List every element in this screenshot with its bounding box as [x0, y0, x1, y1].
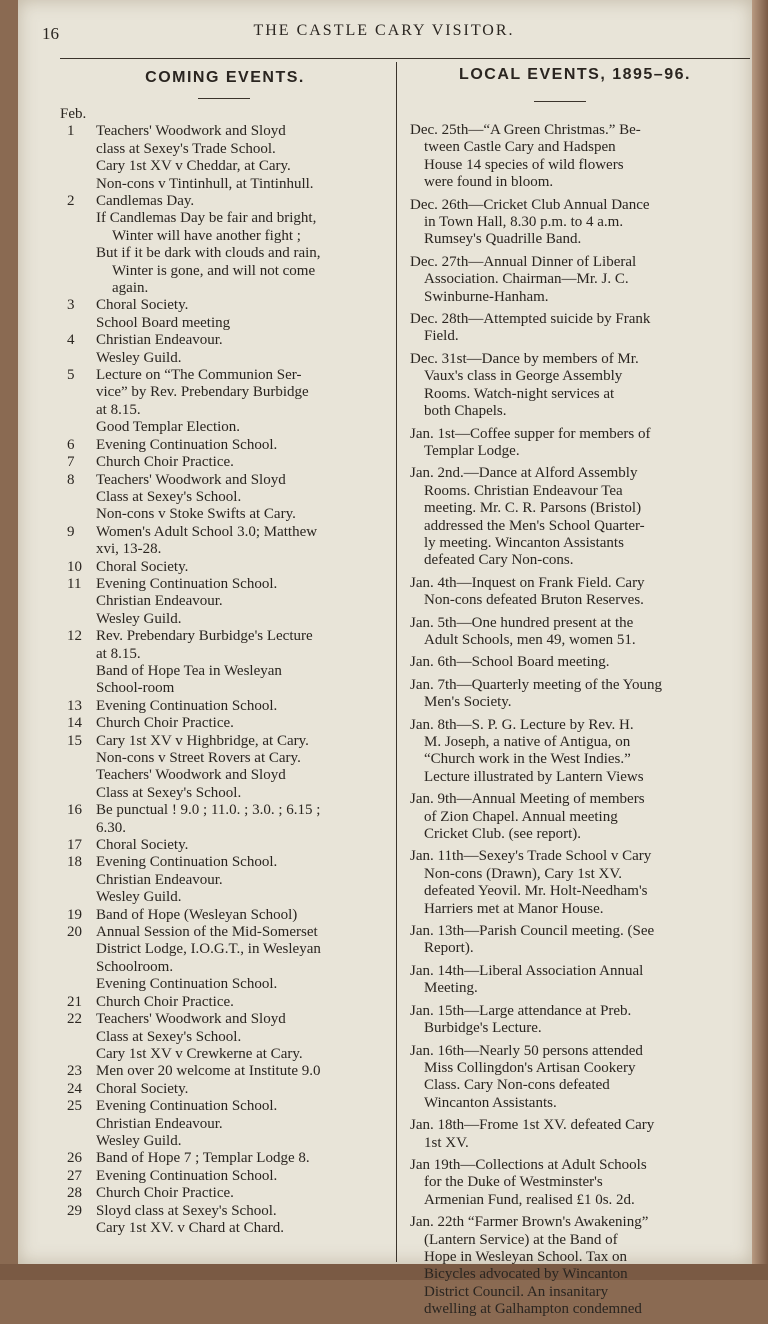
- event-line: Christian Endeavour.: [96, 871, 223, 888]
- day-number: 3: [67, 297, 75, 314]
- day-number: 23: [67, 1063, 82, 1080]
- day-events: [96, 994, 390, 1011]
- event-line: Non-cons v Tintinhull, at Tintinhull.: [96, 175, 314, 192]
- day-events: [96, 1168, 390, 1185]
- local-event-line: Dec. 26th—Cricket Club Annual Dance: [410, 196, 650, 213]
- local-event-line: Dec. 25th—“A Green Christmas.” Be-: [410, 122, 641, 138]
- page-number: 16: [42, 24, 59, 43]
- day-events: [96, 1098, 390, 1150]
- local-event-entry: [410, 848, 740, 918]
- local-event-line: (Lantern Service) at the Band of: [424, 1231, 618, 1248]
- event-line: Lecture on “The Communion Ser-: [96, 367, 302, 384]
- event-line: Sloyd class at Sexey's School.: [96, 1202, 277, 1219]
- event-line: Teachers' Woodwork and Sloyd: [96, 767, 286, 784]
- event-line: Rev. Prebendary Burbidge's Lecture: [96, 628, 313, 645]
- event-line: Class at Sexey's School.: [96, 488, 242, 505]
- day-events: [96, 123, 390, 193]
- day-entry: [60, 733, 390, 803]
- event-line: Evening Continuation School.: [96, 697, 278, 714]
- day-entry: [60, 715, 390, 732]
- day-entry: [60, 837, 390, 854]
- day-number: 24: [67, 1080, 82, 1097]
- local-event-line: Non-cons defeated Bruton Reserves.: [424, 592, 644, 609]
- day-entry: [60, 924, 390, 994]
- event-line: Choral Society.: [96, 558, 189, 575]
- event-line: Cary 1st XV v Crewkerne at Cary.: [96, 1045, 303, 1062]
- local-event-line: Rooms. Christian Endeavour Tea: [424, 482, 623, 499]
- event-line: Teachers' Woodwork and Sloyd: [96, 471, 286, 488]
- day-entry: [60, 524, 390, 559]
- event-line: Church Choir Practice.: [96, 715, 234, 732]
- local-event-entry: [410, 197, 740, 249]
- event-line: Christian Endeavour.: [96, 1115, 223, 1132]
- day-entry: [60, 1150, 390, 1167]
- local-event-line: Jan. 7th—Quarterly meeting of the Young: [410, 676, 663, 693]
- coming-events-column: [60, 106, 390, 1237]
- day-entry: [60, 193, 390, 297]
- event-line: Be punctual ! 9.0 ; 11.0. ; 3.0. ; 6.15 ;: [96, 802, 321, 819]
- day-number: 16: [67, 802, 82, 819]
- event-line: Teachers' Woodwork and Sloyd: [96, 1011, 286, 1028]
- local-event-line: Jan. 22th “Farmer Brown's Awakening”: [410, 1214, 649, 1231]
- day-events: [96, 715, 390, 732]
- local-event-line: Jan. 4th—Inquest on Frank Field. Cary: [410, 574, 645, 591]
- day-entry: [60, 454, 390, 471]
- local-event-line: District Council. An insanitary: [424, 1283, 609, 1300]
- local-event-line: 1st XV.: [424, 1134, 469, 1151]
- event-line: District Lodge, I.O.G.T., in Wesleyan: [96, 941, 321, 958]
- day-entry: [60, 367, 390, 437]
- local-event-entry: [410, 465, 740, 569]
- local-event-line: Jan. 6th—School Board meeting.: [410, 654, 610, 671]
- event-line: Evening Continuation School.: [96, 575, 278, 592]
- day-entry: [60, 628, 390, 698]
- day-entry: [60, 1098, 390, 1150]
- event-line: Wesley Guild.: [96, 349, 182, 366]
- event-line: Cary 1st XV v Cheddar, at Cary.: [96, 158, 291, 175]
- local-event-line: Hope in Wesleyan School. Tax on: [424, 1248, 627, 1265]
- event-line: Choral Society.: [96, 1080, 189, 1097]
- page-edge-right: [752, 0, 768, 1280]
- day-entry: [60, 1063, 390, 1080]
- day-events: [96, 698, 390, 715]
- event-line: Women's Adult School 3.0; Matthew: [96, 523, 318, 540]
- event-line: Christian Endeavour.: [96, 332, 223, 349]
- day-events: [96, 1150, 390, 1167]
- local-event-entry: [410, 654, 740, 671]
- event-line: Non-cons v Street Rovers at Cary.: [96, 750, 301, 767]
- coming-events-rule: [198, 98, 250, 99]
- day-events: [96, 802, 390, 837]
- local-event-line: M. Joseph, a native of Antigua, on: [424, 734, 631, 750]
- local-event-line: House 14 species of wild flowers: [424, 156, 624, 173]
- day-entry: [60, 559, 390, 576]
- local-event-entry: [410, 791, 740, 843]
- event-line: xvi, 13-28.: [96, 541, 162, 558]
- local-event-line: Jan. 11th—Sexey's Trade School v Cary: [410, 848, 652, 865]
- day-events: [96, 193, 390, 297]
- local-event-line: Field.: [424, 328, 459, 345]
- day-number: 10: [67, 558, 82, 575]
- local-event-line: Dec. 31st—Dance by members of Mr.: [410, 350, 639, 367]
- journal-title: THE CASTLE CARY VISITOR.: [253, 22, 515, 39]
- local-event-line: Jan. 16th—Nearly 50 persons attended: [410, 1042, 643, 1059]
- day-entry: [60, 1011, 390, 1063]
- event-line: Christian Endeavour.: [96, 593, 223, 610]
- event-line: Evening Continuation School.: [96, 1098, 278, 1115]
- day-entry: [60, 698, 390, 715]
- event-line: Evening Continuation School.: [96, 436, 278, 453]
- day-events: [96, 1011, 390, 1063]
- day-events: [96, 854, 390, 906]
- day-number: 12: [67, 628, 82, 645]
- local-event-line: addressed the Men's School Quarter-: [424, 517, 645, 534]
- event-line: Annual Session of the Mid-Somerset: [96, 924, 318, 941]
- event-line: Wesley Guild.: [96, 889, 182, 906]
- event-line: 6.30.: [96, 819, 126, 836]
- local-event-entry: [410, 311, 740, 346]
- local-event-line: Non-cons (Drawn), Cary 1st XV.: [424, 865, 623, 882]
- event-line: Band of Hope 7 ; Templar Lodge 8.: [96, 1150, 310, 1167]
- local-event-entry: [410, 1003, 740, 1038]
- event-line: Choral Society.: [96, 837, 189, 854]
- event-line: Winter will have another fight ;: [112, 227, 301, 244]
- local-event-line: Lecture illustrated by Lantern Views: [424, 768, 644, 785]
- local-event-entry: [410, 351, 740, 421]
- day-number: 25: [67, 1098, 82, 1115]
- coming-events-heading: COMING EVENTS.: [145, 69, 305, 86]
- day-number: 13: [67, 697, 82, 714]
- day-number: 5: [67, 367, 75, 384]
- local-event-line: Jan 19th—Collections at Adult Schools: [410, 1156, 647, 1173]
- local-event-line: Report).: [424, 940, 474, 957]
- event-line: Teachers' Woodwork and Sloyd: [96, 123, 286, 140]
- local-event-line: Burbidge's Lecture.: [424, 1020, 542, 1037]
- local-event-line: Association. Chairman—Mr. J. C.: [424, 271, 629, 288]
- day-number: 26: [67, 1150, 82, 1167]
- local-event-line: Jan. 9th—Annual Meeting of members: [410, 791, 645, 808]
- day-number: 22: [67, 1011, 82, 1028]
- local-event-line: Cricket Club. (see report).: [424, 826, 582, 843]
- local-event-line: Rooms. Watch-night services at: [424, 385, 615, 402]
- day-events: [96, 559, 390, 576]
- local-event-entry: [410, 923, 740, 958]
- day-events: [96, 437, 390, 454]
- day-events: [96, 367, 390, 437]
- local-event-entry: [410, 254, 740, 306]
- local-event-entry: [410, 677, 740, 712]
- event-line: vice” by Rev. Prebendary Burbidge: [96, 384, 309, 401]
- local-event-line: Swinburne-Hanham.: [424, 288, 549, 305]
- local-event-line: for the Duke of Westminster's: [424, 1174, 603, 1191]
- day-events: [96, 454, 390, 471]
- local-event-entry: [410, 122, 740, 192]
- event-line: School-room: [96, 680, 175, 697]
- day-number: 28: [67, 1185, 82, 1202]
- event-line: Choral Society.: [96, 297, 189, 314]
- day-events: [96, 1185, 390, 1202]
- day-events: [96, 837, 390, 854]
- day-events: [96, 1081, 390, 1098]
- event-line: class at Sexey's Trade School.: [96, 140, 276, 157]
- day-entry: [60, 472, 390, 524]
- local-event-line: dwelling at Galhampton condemned: [424, 1301, 642, 1318]
- local-event-line: Jan. 8th—S. P. G. Lecture by Rev. H.: [410, 716, 634, 733]
- local-event-line: Jan. 18th—Frome 1st XV. defeated Cary: [410, 1117, 655, 1134]
- day-number: 17: [67, 837, 82, 854]
- day-events: [96, 628, 390, 698]
- local-event-line: Dec. 27th—Annual Dinner of Liberal: [410, 253, 637, 270]
- local-event-line: Rumsey's Quadrille Band.: [424, 231, 582, 248]
- day-events: [96, 907, 390, 924]
- day-number: 11: [67, 575, 82, 592]
- day-entry: [60, 994, 390, 1011]
- day-entry: [60, 297, 390, 332]
- event-line: Wesley Guild.: [96, 610, 182, 627]
- local-event-line: meeting. Mr. C. R. Parsons (Bristol): [424, 500, 642, 517]
- event-line: Men over 20 welcome at Institute 9.0: [96, 1063, 321, 1080]
- event-line: If Candlemas Day be fair and bright,: [96, 210, 317, 227]
- local-event-line: of Zion Chapel. Annual meeting: [424, 808, 618, 825]
- local-event-line: Harriers met at Manor House.: [424, 900, 604, 917]
- month-label: Feb.: [60, 106, 87, 122]
- day-entry: [60, 907, 390, 924]
- event-line: Church Choir Practice.: [96, 454, 234, 471]
- local-event-entry: [410, 1117, 740, 1152]
- day-number: 9: [67, 523, 75, 540]
- local-event-line: Jan. 15th—Large attendance at Preb.: [410, 1002, 632, 1019]
- day-events: [96, 1063, 390, 1080]
- day-events: [96, 297, 390, 332]
- local-event-line: tween Castle Cary and Hadspen: [424, 139, 616, 156]
- local-event-entry: [410, 963, 740, 998]
- day-number: 4: [67, 332, 75, 349]
- day-events: [96, 472, 390, 524]
- header-rule: [60, 58, 750, 59]
- day-number: 15: [67, 732, 82, 749]
- local-event-entry: [410, 1043, 740, 1113]
- day-number: 18: [67, 854, 82, 871]
- event-line: Wesley Guild.: [96, 1132, 182, 1149]
- local-event-line: “Church work in the West Indies.”: [424, 751, 631, 768]
- event-line: again.: [112, 280, 149, 297]
- day-number: 6: [67, 436, 75, 453]
- event-line: Evening Continuation School.: [96, 976, 278, 993]
- local-event-line: Class. Cary Non-cons defeated: [424, 1077, 610, 1094]
- column-divider: [396, 62, 397, 1262]
- local-event-line: Dec. 28th—Attempted suicide by Frank: [410, 311, 651, 328]
- local-events-column: [410, 122, 740, 1324]
- local-event-entry: [410, 615, 740, 650]
- day-number: 20: [67, 924, 82, 941]
- event-line: Good Templar Election.: [96, 419, 241, 436]
- day-number: 2: [67, 193, 75, 210]
- local-event-line: Jan. 2nd.—Dance at Alford Assembly: [410, 465, 638, 482]
- day-events: [96, 524, 390, 559]
- local-event-line: Wincanton Assistants.: [424, 1094, 557, 1111]
- event-line: at 8.15.: [96, 645, 141, 662]
- local-event-line: Jan. 5th—One hundred present at the: [410, 614, 634, 631]
- local-event-entry: [410, 1214, 740, 1318]
- day-number: 14: [67, 715, 82, 732]
- day-entry: [60, 1168, 390, 1185]
- local-event-line: Jan. 14th—Liberal Association Annual: [410, 962, 644, 979]
- local-event-line: ly meeting. Wincanton Assistants: [424, 534, 624, 551]
- day-events: [96, 1203, 390, 1238]
- local-event-line: defeated Cary Non-cons.: [424, 552, 574, 569]
- local-event-line: Armenian Fund, realised £1 0s. 2d.: [424, 1191, 635, 1208]
- event-line: Band of Hope (Wesleyan School): [96, 906, 298, 923]
- day-entry: [60, 1185, 390, 1202]
- day-entry: [60, 854, 390, 906]
- event-line: Evening Continuation School.: [96, 854, 278, 871]
- local-event-line: Miss Collingdon's Artisan Cookery: [424, 1059, 636, 1076]
- day-events: [96, 332, 390, 367]
- local-event-line: Meeting.: [424, 980, 478, 997]
- event-line: Class at Sexey's School.: [96, 784, 242, 801]
- event-line: Winter is gone, and will not come: [112, 262, 316, 279]
- day-number: 1: [67, 123, 75, 140]
- event-line: Candlemas Day.: [96, 193, 195, 210]
- event-line: Church Choir Practice.: [96, 993, 234, 1010]
- event-line: Band of Hope Tea in Wesleyan: [96, 662, 282, 679]
- local-events-rule: [534, 101, 586, 102]
- event-line: Evening Continuation School.: [96, 1167, 278, 1184]
- day-number: 19: [67, 906, 82, 923]
- local-event-line: in Town Hall, 8.30 p.m. to 4 a.m.: [424, 214, 624, 231]
- event-line: But if it be dark with clouds and rain,: [96, 245, 321, 262]
- day-events: [96, 576, 390, 628]
- day-entry: [60, 802, 390, 837]
- local-event-line: both Chapels.: [424, 403, 507, 420]
- local-events-heading: LOCAL EVENTS, 1895–96.: [459, 66, 691, 83]
- event-line: Non-cons v Stoke Swifts at Cary.: [96, 506, 296, 523]
- local-event-line: Jan. 13th—Parish Council meeting. (See: [410, 923, 655, 940]
- local-event-line: Templar Lodge.: [424, 442, 520, 459]
- event-line: Schoolroom.: [96, 958, 174, 975]
- day-entry: [60, 437, 390, 454]
- day-number: 27: [67, 1167, 82, 1184]
- day-entry: [60, 576, 390, 628]
- local-event-line: Jan. 1st—Coffee supper for members of: [410, 425, 651, 442]
- local-event-entry: [410, 1157, 740, 1209]
- local-event-line: Men's Society.: [424, 694, 512, 711]
- day-number: 8: [67, 471, 75, 488]
- day-entry: [60, 1203, 390, 1238]
- event-line: Cary 1st XV v Highbridge, at Cary.: [96, 732, 309, 749]
- local-event-entry: [410, 575, 740, 610]
- day-number: 29: [67, 1202, 82, 1219]
- day-number: 7: [67, 454, 75, 471]
- event-line: Class at Sexey's School.: [96, 1028, 242, 1045]
- day-entry: [60, 123, 390, 193]
- day-events: [96, 924, 390, 994]
- event-line: at 8.15.: [96, 401, 141, 418]
- event-line: Cary 1st XV. v Chard at Chard.: [96, 1219, 285, 1236]
- day-entry: [60, 332, 390, 367]
- day-events: [96, 733, 390, 803]
- local-event-entry: [410, 426, 740, 461]
- day-entry: [60, 1081, 390, 1098]
- day-number: 21: [67, 993, 82, 1010]
- event-line: School Board meeting: [96, 314, 231, 331]
- local-event-line: were found in bloom.: [424, 174, 554, 191]
- local-event-entry: [410, 717, 740, 787]
- local-event-line: defeated Yeovil. Mr. Holt-Needham's: [424, 883, 648, 900]
- event-line: Church Choir Practice.: [96, 1185, 234, 1202]
- local-event-line: Bicycles advocated by Wincanton: [424, 1266, 628, 1283]
- local-event-line: Adult Schools, men 49, women 51.: [424, 631, 636, 648]
- local-event-line: Vaux's class in George Assembly: [424, 368, 623, 385]
